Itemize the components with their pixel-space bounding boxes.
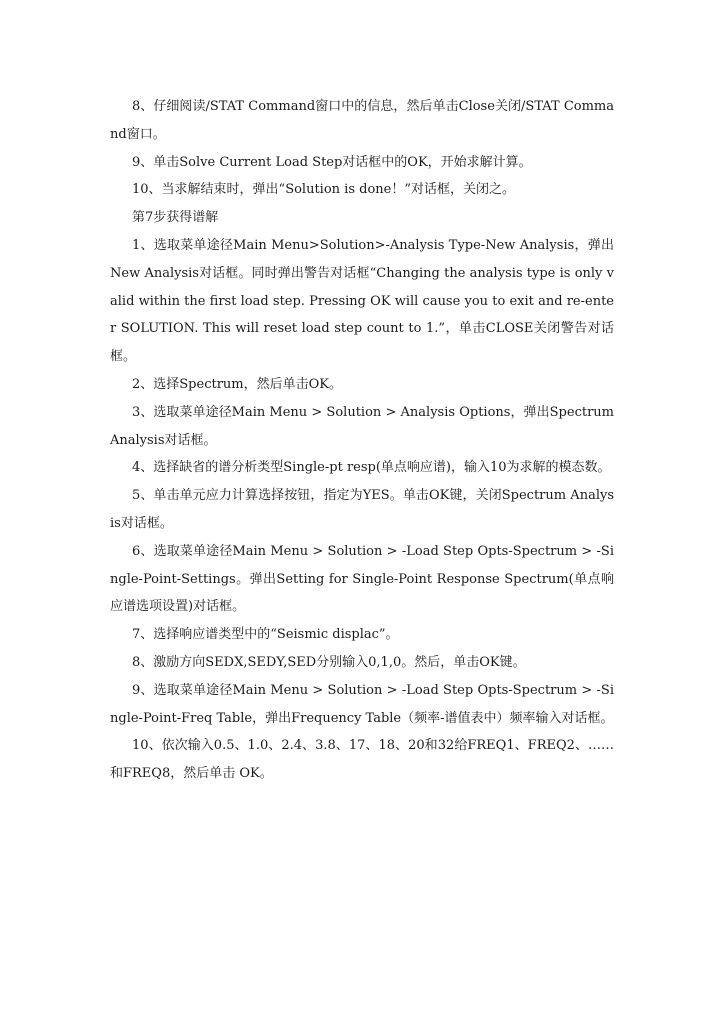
paragraph-step-9-solve: 9、单击Solve Current Load Step对话框中的OK，开始求解计算。: [132, 154, 532, 170]
paragraph-input-frequencies: 10、依次输入0.5、1.0、2.4、3.8、17、18、20和32给FREQ1、FREQ2、……和FREQ8，然后单击 OK。: [110, 738, 614, 782]
paragraph-analysis-options: 3、选取菜单途径Main Menu > Solution > Analysis Options，弹出Spectrum Analysis对话框。: [110, 404, 614, 448]
paragraph-step-10-solution-done: 10、当求解结束时，弹出“Solution is done！”对话框，关闭之。: [132, 182, 515, 198]
paragraph-excitation-direction: 8、激励方向SEDX,SEDY,SED分别输入0,1,0。然后，单击OK键。: [132, 654, 526, 670]
paragraph-select-spectrum: 2、选择Spectrum，然后单击OK。: [132, 376, 342, 392]
paragraph-seismic-displac: 7、选择响应谱类型中的“Seismic displac”。: [132, 627, 399, 643]
paragraph-step-8-read-stat: 8、仔细阅读/STAT Command窗口中的信息，然后单击Close关闭/STAT Command窗口。: [110, 99, 614, 142]
paragraph-single-pt-resp: 4、选择缺省的谱分析类型Single-pt resp(单点响应谱)，输入10为求解的模态数。: [132, 460, 611, 476]
document-body: [110, 93, 614, 788]
paragraph-freq-table: 9、选取菜单途径Main Menu > Solution > -Load Step Opts-Spectrum > -Single-Point-Freq Table，弹出Frequency Table（频率-谱值表中）频率输入对话框。: [110, 682, 614, 726]
section-heading-step-7: 第7步获得谱解: [132, 210, 219, 226]
paragraph-new-analysis: 1、选取菜单途径Main Menu>Solution>-Analysis Type-New Analysis，弹出New Analysis对话框。同时弹出警告对话框“Changing the analysis type is only valid within the first load step. Pressing OK will cause you to exit and re-enter SOLUTION. This will reset load step count to 1.”，单击CLOSE关闭警告对话框。: [110, 237, 614, 365]
paragraph-single-point-settings: 6、选取菜单途径Main Menu > Solution > -Load Step Opts-Spectrum > -Single-Point-Settings。弹出Setting for Single-Point Response Spectrum(单点响应谱选项设置)对话框。: [110, 543, 614, 615]
paragraph-element-stress: 5、单击单元应力计算选择按钮，指定为YES。单击OK键，关闭Spectrum Analysis对话框。: [110, 488, 614, 531]
